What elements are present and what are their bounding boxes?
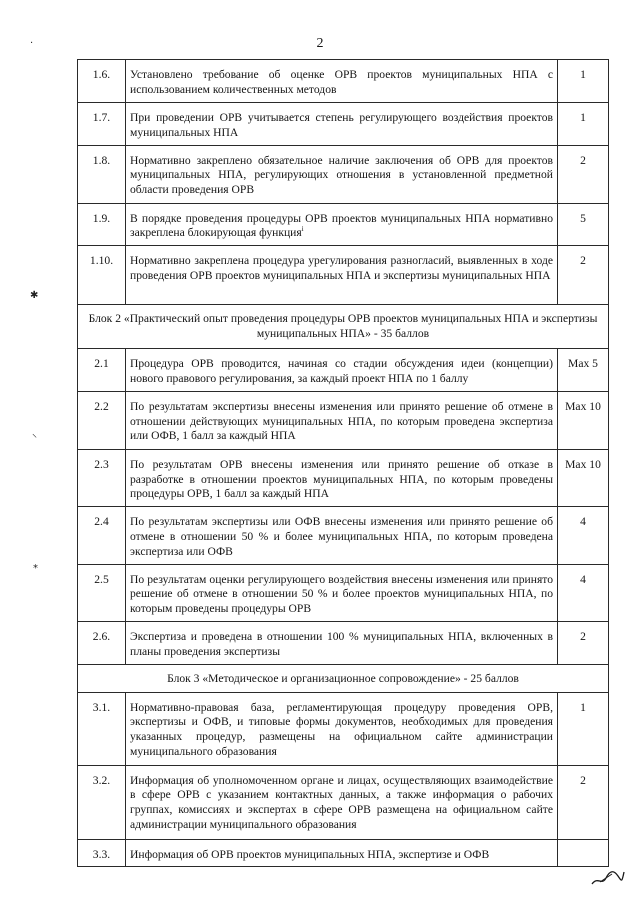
table-row <box>78 839 609 867</box>
row-points: 2 <box>558 246 609 305</box>
row-text: Процедура ОРВ проводится, начиная со стадии обсуждения идеи (концепции) нового правового регулирования, за каждый проект НПА по 1 баллу <box>126 349 558 392</box>
page-number: 2 <box>316 36 324 51</box>
row-points: Max 10 <box>558 391 609 449</box>
block-2-title: Блок 2 «Практический опыт проведения процедуры ОРВ проектов муниципальных НПА и экспертизы муниципальных НПА» - 35 баллов <box>78 305 609 349</box>
row-number: 3.2. <box>78 765 126 839</box>
row-number: 2.2 <box>78 391 126 449</box>
scan-speck: ⸌ <box>32 433 37 444</box>
scan-speck: ⁎ <box>33 560 38 571</box>
row-text: Установлено требование об оценке ОРВ проектов муниципальных НПА с использованием количественных методов <box>126 60 558 103</box>
table-row <box>78 145 609 203</box>
block-3-title: Блок 3 «Методическое и организационное сопровождение» - 25 баллов <box>78 664 609 692</box>
row-text <box>126 203 558 246</box>
footnote-marker: i <box>301 225 304 234</box>
row-points <box>558 839 609 867</box>
row-points: Max 5 <box>558 349 609 392</box>
row-number: 1.8. <box>78 145 126 203</box>
row-text: По результатам ОРВ внесены изменения или принято решение об отказе в разработке в отношении проектов муниципальных НПА, по которым проведены процедуры ОРВ, 1 балл за каждый НПА <box>126 449 558 506</box>
row-points: 1 <box>558 60 609 103</box>
row-text: Информация об уполномоченном органе и лицах, осуществляющих взаимодействие в сфере ОРВ с указанием контактных данных, а также информация о рабочих группах, комиссиях и экспертах в сфере ОРВ размещена на официальном сайте администрации муниципального образования <box>126 765 558 839</box>
row-number: 1.7. <box>78 103 126 146</box>
row-text: По результатам экспертизы или ОФВ внесены изменения или принято решение об отмене в отношении 50 % и более муниципальных НПА, по которым проведена экспертиза или ОФВ <box>126 507 558 564</box>
table-row <box>78 349 609 392</box>
row-number: 3.3. <box>78 839 126 867</box>
row-text: По результатам экспертизы внесены изменения или принято решение об отмене в отношении действующих муниципальных НПА, по которым проведена экспертиза или ОФВ, 1 балл за каждый НПА <box>126 391 558 449</box>
row-points: 2 <box>558 621 609 664</box>
table-row <box>78 621 609 664</box>
row-points: 1 <box>558 692 609 765</box>
table-row <box>78 246 609 305</box>
table-row <box>78 203 609 246</box>
block-header-row <box>78 664 609 692</box>
row-number: 1.10. <box>78 246 126 305</box>
criteria-table <box>77 59 609 867</box>
row-number: 2.4 <box>78 507 126 564</box>
signature-mark <box>590 866 626 888</box>
row-points: 4 <box>558 507 609 564</box>
row-text: Экспертиза и проведена в отношении 100 % муниципальных НПА, включенных в планы проведения экспертизы <box>126 621 558 664</box>
table-row <box>78 391 609 449</box>
row-number: 2.6. <box>78 621 126 664</box>
row-points: Max 10 <box>558 449 609 506</box>
table-row <box>78 765 609 839</box>
row-text-body: В порядке проведения процедуры ОРВ проектов муниципальных НПА нормативно закреплена блокирующая функция <box>130 211 553 240</box>
block-header-row <box>78 305 609 349</box>
row-number: 3.1. <box>78 692 126 765</box>
table-row <box>78 449 609 506</box>
row-number: 1.6. <box>78 60 126 103</box>
row-text: Нормативно закреплена процедура урегулирования разногласий, выявленных в ходе проведения ОРВ проектов муниципальных НПА и экспертизы муниципальных НПА <box>126 246 558 305</box>
row-text: Информация об ОРВ проектов муниципальных НПА, экспертизе и ОФВ <box>126 839 558 867</box>
table-row <box>78 692 609 765</box>
row-points: 2 <box>558 765 609 839</box>
row-text: По результатам оценки регулирующего воздействия внесены изменения или принято решение об отмене в отношении 50 % и более проектов муниципальных НПА, по которым проведены процедуры ОРВ <box>126 564 558 621</box>
row-number: 2.1 <box>78 349 126 392</box>
scan-speck: ✱ <box>30 290 39 301</box>
scan-speck: · <box>30 38 34 49</box>
row-points: 2 <box>558 145 609 203</box>
table-row <box>78 103 609 146</box>
row-number: 2.3 <box>78 449 126 506</box>
row-points: 5 <box>558 203 609 246</box>
row-text: Нормативно-правовая база, регламентирующая процедуру проведения ОРВ, экспертизы и ОФВ, и типовые формы документов, необходимых для проведения указанных процедур, размещены на официальном сайте администрации муниципального образования <box>126 692 558 765</box>
row-number: 1.9. <box>78 203 126 246</box>
row-number: 2.5 <box>78 564 126 621</box>
row-points: 4 <box>558 564 609 621</box>
row-text: При проведении ОРВ учитывается степень регулирующего воздействия проектов муниципальных НПА <box>126 103 558 146</box>
table-row <box>78 60 609 103</box>
table-row <box>78 507 609 564</box>
row-points: 1 <box>558 103 609 146</box>
row-text: Нормативно закреплено обязательное наличие заключения об ОРВ для проектов муниципальных НПА, регулирующих отношения в установленной предметной области проведения ОРВ <box>126 145 558 203</box>
table-row <box>78 564 609 621</box>
